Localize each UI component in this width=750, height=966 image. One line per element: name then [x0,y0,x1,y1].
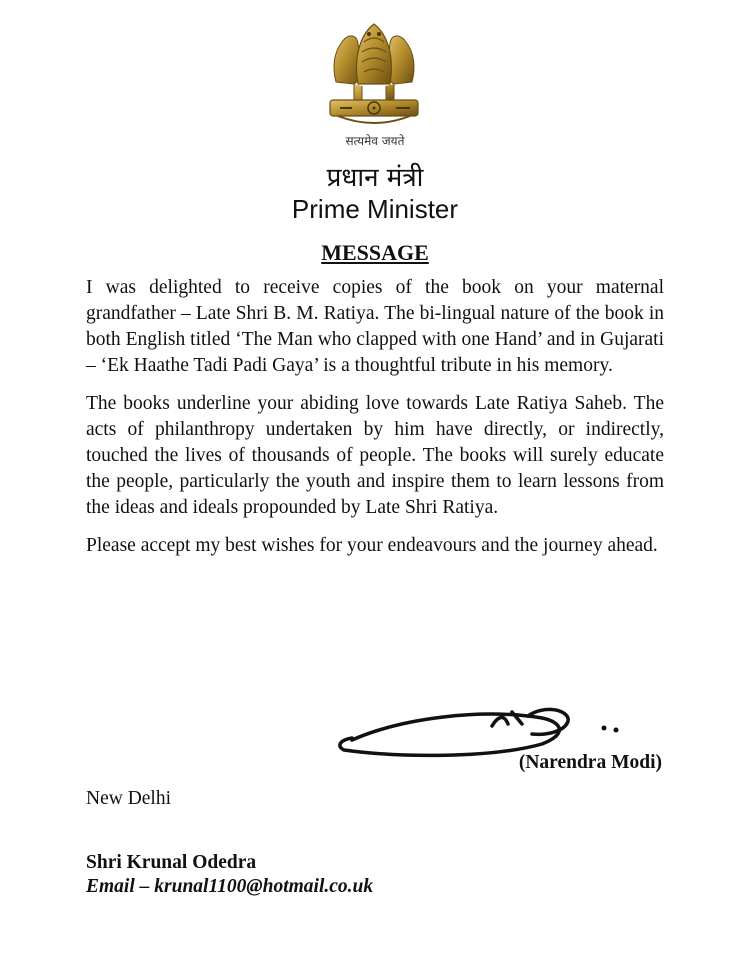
office-title: Prime Minister [291,194,459,224]
letter-body [86,275,664,571]
recipient-email: Email – krunal1100@hotmail.co.uk [86,876,374,897]
hindi-office-title: प्रधान मंत्री [326,163,424,193]
national-emblem-icon [318,12,430,132]
message-heading: MESSAGE [321,240,429,265]
signatory-name: (Narendra Modi) [518,752,662,773]
letter-paragraph-3: Please accept my best wishes for your endeavours and the journey ahead. [86,535,658,556]
recipient-name: Shri Krunal Odedra [86,852,257,873]
letter-paragraph-1: I was delighted to receive copies of the book on your maternal grandfather – Late Shri B. M. Ratiya. The bi-lingual nature of the book in both English titled ‘The Man who clapped with one Hand’ and in Gujarati – ‘Ek Haathe Tadi Padi Gaya’ is a thoughtful tribute in his memory. [86,277,664,376]
letter-paragraph-2: The books underline your abiding love towards Late Ratiya Saheb. The acts of philanthropy undertaken by him have directly, or indirectly, touched the lives of thousands of people. The books will surely educate the people, particularly the youth and inspire them to learn lessons from the ideas and ideals propounded by Late Shri Ratiya. [86,393,664,518]
place-of-issue: New Delhi [86,788,172,809]
emblem-motto: सत्यमेव जयते [345,134,405,148]
